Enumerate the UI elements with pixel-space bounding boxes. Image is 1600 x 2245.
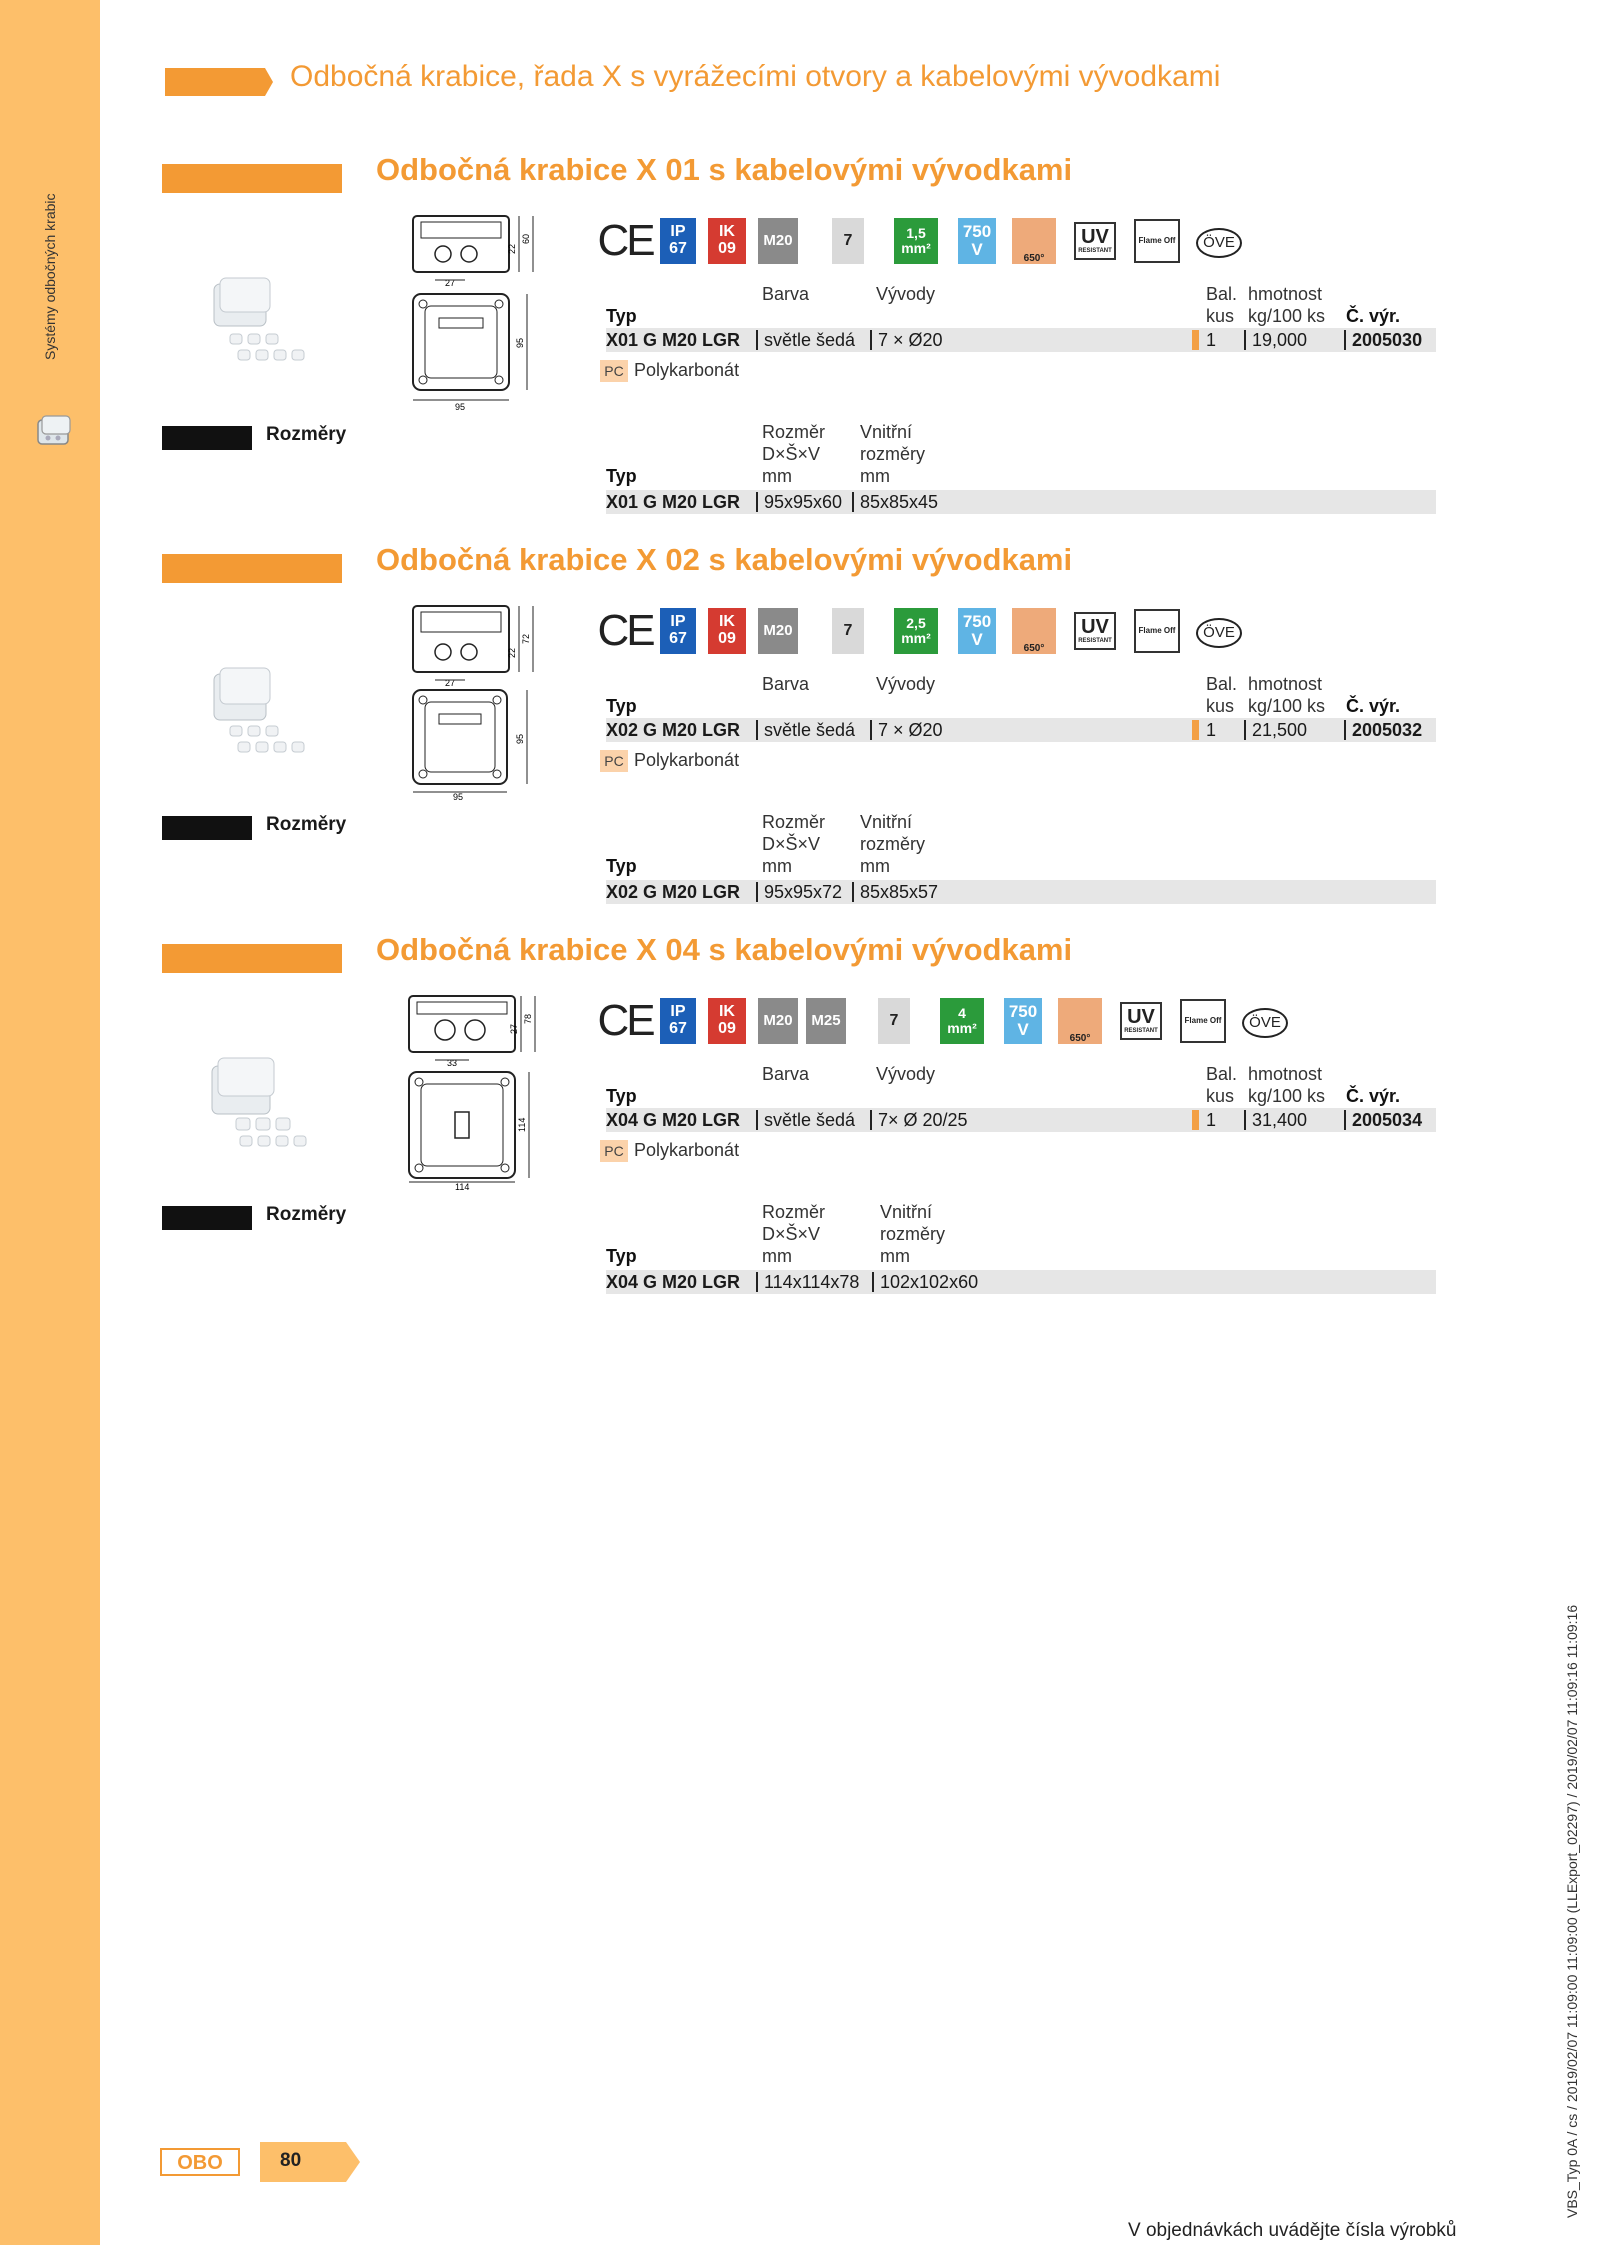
product-photo	[200, 666, 312, 768]
col-kus: kus	[1206, 1086, 1235, 1106]
material-code-badge: PC	[600, 1140, 628, 1162]
col-rozmery: rozměry	[880, 1224, 946, 1244]
flame-test-icon: 650°	[1012, 608, 1056, 654]
col-kg100: kg/100 ks	[1248, 1086, 1326, 1106]
product-type: X02 G M20 LGR	[606, 720, 741, 740]
dim-top-height: 60	[521, 233, 531, 244]
dim-inner-width: 27	[445, 678, 456, 688]
col-barva: Barva	[762, 674, 810, 694]
page-title: Odbočná krabice, řada X s vyrážecími otvory a kabelovými vývodkami	[290, 60, 1221, 93]
col-kus: kus	[1206, 696, 1235, 716]
table-row	[606, 328, 1436, 352]
col-barva: Barva	[762, 1064, 810, 1084]
col-cvyr: Č. výr.	[1346, 696, 1401, 716]
col-kg100: kg/100 ks	[1248, 696, 1326, 716]
footer-note: V objednávkách uvádějte čísla výrobků	[1128, 2220, 1457, 2241]
material-code-badge: PC	[600, 750, 628, 772]
product-article: 2005030	[1352, 330, 1423, 350]
dims-marker	[162, 816, 252, 840]
col-bal: Bal.	[1206, 1064, 1238, 1084]
col-mm: mm	[762, 856, 792, 876]
material-name: Polykarbonát	[634, 750, 740, 770]
dim-plan-width: 95	[453, 792, 464, 800]
ove-mark-icon: ÖVE	[1196, 618, 1242, 648]
ik-rating-badge: IK 09	[708, 998, 746, 1044]
product-pack: 1	[1206, 720, 1217, 740]
col-mm: mm	[762, 1246, 792, 1266]
product-type: X04 G M20 LGR	[606, 1110, 741, 1130]
obo-logo	[160, 2148, 240, 2176]
product-outlets: 7× Ø 20/25	[878, 1110, 968, 1130]
col-vnitrni: Vnitřní	[860, 812, 913, 832]
product-outlets: 7 × Ø20	[878, 720, 943, 740]
outlets-count-badge: 7	[832, 218, 864, 264]
dims-outer: 95x95x72	[764, 882, 843, 902]
technical-drawing	[405, 214, 555, 410]
col-cvyr: Č. výr.	[1346, 306, 1401, 326]
uv-resistant-icon: UV RESISTANT	[1074, 612, 1116, 650]
col-kg100: kg/100 ks	[1248, 306, 1326, 326]
col-barva: Barva	[762, 284, 810, 304]
thread-m20-badge: M20	[758, 998, 798, 1044]
junction-box-icon	[34, 412, 74, 450]
dim-plan-height: 95	[515, 337, 525, 348]
col-kus: kus	[1206, 306, 1235, 326]
dim-plan-height: 95	[515, 733, 525, 744]
outlets-count-badge: 7	[878, 998, 910, 1044]
product-color: světle šedá	[764, 330, 856, 350]
dims-marker	[162, 1206, 252, 1230]
col-typ: Typ	[606, 696, 637, 716]
col-vyvody: Vývody	[876, 1064, 936, 1084]
outlets-count-badge: 7	[832, 608, 864, 654]
cross-section-badge: 2,5 mm²	[894, 608, 938, 654]
table-row	[606, 718, 1436, 742]
flame-test-icon: 650°	[1058, 998, 1102, 1044]
dim-side: 22	[507, 647, 517, 658]
page-number: 80	[280, 2150, 302, 2171]
dims-type: X01 G M20 LGR	[606, 492, 741, 512]
col-mm-inner: mm	[880, 1246, 910, 1266]
ce-mark-icon: CE	[597, 215, 653, 265]
voltage-badge: 750 V	[958, 218, 996, 264]
col-rozmer: Rozměr	[762, 812, 826, 832]
col-mm-inner: mm	[860, 856, 890, 876]
dim-plan-width: 95	[455, 402, 466, 410]
product-photo	[200, 1056, 312, 1158]
technical-drawing	[405, 994, 555, 1190]
halogen-free-icon: Flame Off	[1134, 609, 1180, 653]
col-mm: mm	[762, 466, 792, 486]
section-title: Odbočná krabice X 01 s kabelovými vývodkami	[376, 152, 1073, 187]
col-mm-inner: mm	[860, 466, 890, 486]
uv-resistant-icon: UV RESISTANT	[1120, 1002, 1162, 1040]
thread-m20-badge: M20	[758, 218, 798, 264]
section-bar	[162, 554, 342, 583]
col-rozmer: Rozměr	[762, 1202, 826, 1222]
col-dsv: D×Š×V	[762, 444, 821, 464]
product-weight: 31,400	[1252, 1110, 1308, 1130]
section-title: Odbočná krabice X 04 s kabelovými vývodkami	[376, 932, 1073, 967]
col-rozmery: rozměry	[860, 834, 926, 854]
ip-rating-badge: IP 67	[660, 218, 696, 264]
dim-inner-width: 33	[447, 1058, 458, 1068]
product-type: X01 G M20 LGR	[606, 330, 741, 350]
product-color: světle šedá	[764, 1110, 856, 1130]
header-arrow-icon	[165, 68, 273, 96]
ove-mark-icon: ÖVE	[1242, 1008, 1288, 1038]
col-typ: Typ	[606, 1086, 637, 1106]
dims-outer: 95x95x60	[764, 492, 843, 512]
col-vyvody: Vývody	[876, 674, 936, 694]
product-pack: 1	[1206, 1110, 1217, 1130]
col-hmotnost: hmotnost	[1248, 674, 1323, 694]
flame-test-icon: 650°	[1012, 218, 1056, 264]
col-rozmer: Rozměr	[762, 422, 826, 442]
dims-row	[606, 490, 1436, 514]
svg-text:OBO: OBO	[177, 2152, 223, 2174]
section-title: Odbočná krabice X 02 s kabelovými vývodkami	[376, 542, 1073, 577]
dims-inner: 85x85x57	[860, 882, 939, 902]
thread-m25-badge: M25	[806, 998, 846, 1044]
dim-plan-height: 114	[517, 1117, 527, 1132]
material-name: Polykarbonát	[634, 360, 740, 380]
col-cvyr: Č. výr.	[1346, 1086, 1401, 1106]
dims-marker	[162, 426, 252, 450]
dims-heading: Rozměry	[266, 814, 347, 835]
product-weight: 21,500	[1252, 720, 1308, 740]
dims-type: X04 G M20 LGR	[606, 1272, 741, 1292]
dims-outer: 114x114x78	[764, 1272, 860, 1292]
dims-row	[606, 880, 1436, 904]
col-vnitrni: Vnitřní	[880, 1202, 933, 1222]
col-dsv: D×Š×V	[762, 1224, 821, 1244]
dim-top-height: 72	[521, 633, 531, 644]
ce-mark-icon: CE	[597, 995, 653, 1045]
material-code-badge: PC	[600, 360, 628, 382]
product-pack: 1	[1206, 330, 1217, 350]
col-hmotnost: hmotnost	[1248, 284, 1323, 304]
col-typ-dims: Typ	[606, 466, 637, 486]
dim-inner-width: 27	[445, 278, 456, 288]
voltage-badge: 750 V	[1004, 998, 1042, 1044]
sidebar-label: Systémy odbočných krabic	[42, 193, 58, 360]
material-name: Polykarbonát	[634, 1140, 740, 1160]
uv-resistant-icon: UV RESISTANT	[1074, 222, 1116, 260]
ip-rating-badge: IP 67	[660, 998, 696, 1044]
product-outlets: 7 × Ø20	[878, 330, 943, 350]
product-color: světle šedá	[764, 720, 856, 740]
col-bal: Bal.	[1206, 674, 1238, 694]
col-dsv: D×Š×V	[762, 834, 821, 854]
col-vyvody: Vývody	[876, 284, 936, 304]
product-article: 2005032	[1352, 720, 1423, 740]
dims-heading: Rozměry	[266, 424, 347, 445]
dim-top-height: 78	[523, 1013, 533, 1024]
halogen-free-icon: Flame Off	[1180, 999, 1226, 1043]
col-rozmery: rozměry	[860, 444, 926, 464]
section-bar	[162, 164, 342, 193]
dim-side: 27	[509, 1023, 519, 1034]
page-number-badge	[260, 2142, 360, 2182]
col-bal: Bal.	[1206, 284, 1238, 304]
technical-drawing	[405, 604, 555, 800]
dims-inner: 102x102x60	[880, 1272, 979, 1292]
col-typ-dims: Typ	[606, 1246, 637, 1266]
ove-mark-icon: ÖVE	[1196, 228, 1242, 258]
halogen-free-icon: Flame Off	[1134, 219, 1180, 263]
section-bar	[162, 944, 342, 973]
cross-section-badge: 4 mm²	[940, 998, 984, 1044]
dims-inner: 85x85x45	[860, 492, 939, 512]
dim-plan-width: 114	[455, 1182, 470, 1190]
col-typ: Typ	[606, 306, 637, 326]
cross-section-badge: 1,5 mm²	[894, 218, 938, 264]
ce-mark-icon: CE	[597, 605, 653, 655]
col-typ-dims: Typ	[606, 856, 637, 876]
dims-row	[606, 1270, 1436, 1294]
table-row	[606, 1108, 1436, 1132]
dims-heading: Rozměry	[266, 1204, 347, 1225]
col-vnitrni: Vnitřní	[860, 422, 913, 442]
dim-side: 22	[507, 243, 517, 254]
ik-rating-badge: IK 09	[708, 218, 746, 264]
thread-m20-badge: M20	[758, 608, 798, 654]
ik-rating-badge: IK 09	[708, 608, 746, 654]
voltage-badge: 750 V	[958, 608, 996, 654]
col-hmotnost: hmotnost	[1248, 1064, 1323, 1084]
product-photo	[200, 276, 312, 378]
print-metadata: VBS_Typ 0A / cs / 2019/02/07 11:09:00 11:09:00 (LLExport_02297) / 2019/02/07 11:09:16 11:09:16	[1564, 1604, 1580, 2218]
product-weight: 19,000	[1252, 330, 1308, 350]
product-article: 2005034	[1352, 1110, 1423, 1130]
dims-type: X02 G M20 LGR	[606, 882, 741, 902]
ip-rating-badge: IP 67	[660, 608, 696, 654]
